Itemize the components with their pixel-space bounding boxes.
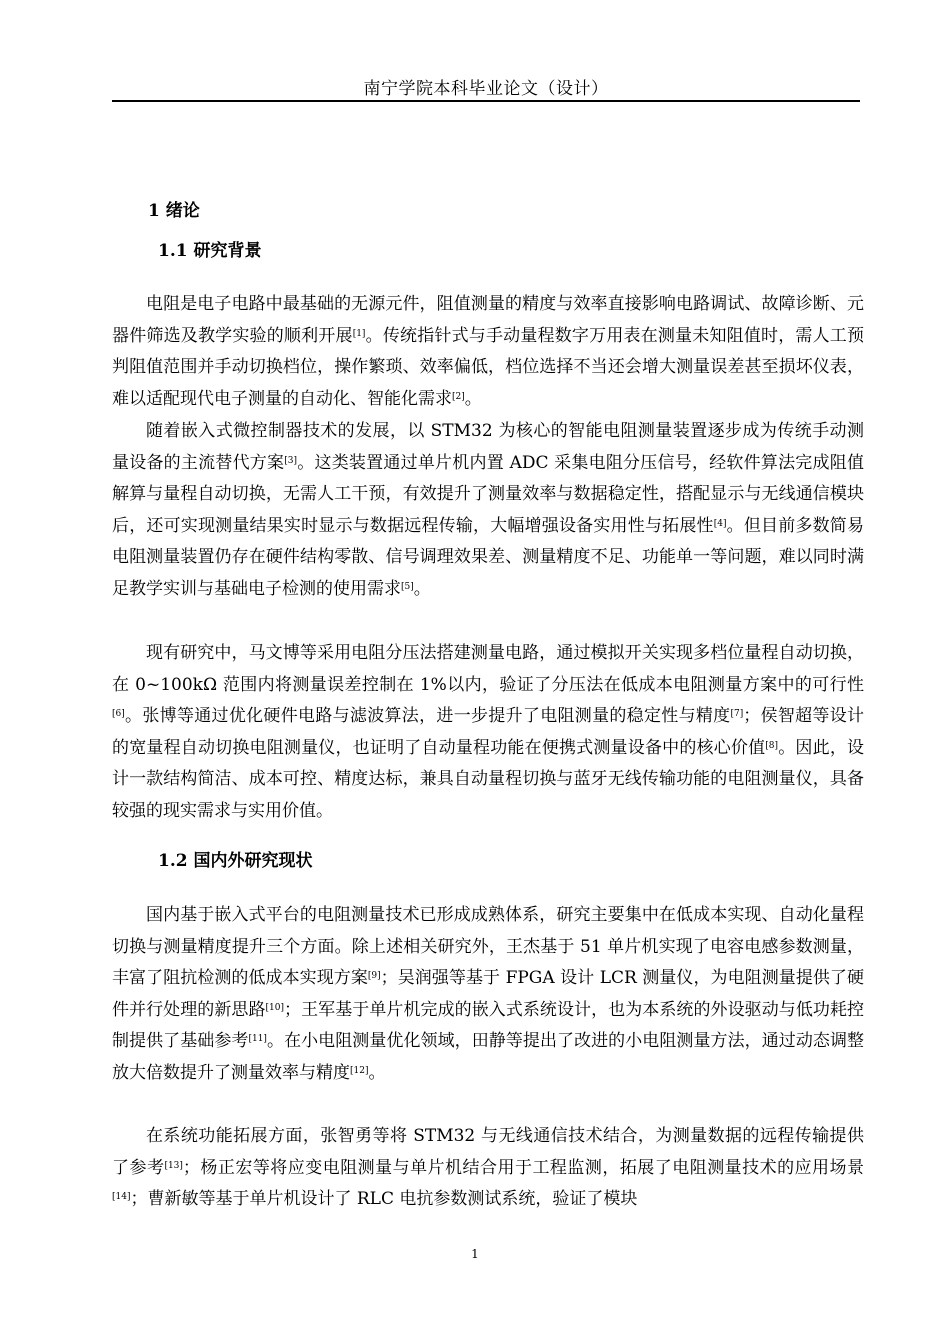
paragraph-text: ；王军基于单片机完成的嵌入式系统设计，也为本系统的外设驱动与低功耗控制提供了基础参考 [112, 999, 865, 1051]
paragraph [112, 289, 864, 415]
citation-marker: [4] [713, 518, 727, 529]
paragraph-text: 。因此，设计一款结构简洁、成本可控、精度达标，兼具自动量程切换与蓝牙无线传输功能的电阻测量仪，具备较强的现实需求与实用价值。 [112, 737, 865, 821]
paragraph-text: 。 [368, 1062, 386, 1083]
paragraph-text: 。传统指针式与手动量程数字万用表在测量未知阻值时，需人工预判阻值范围并手动切换档位，操作繁琐、效率偏低，档位选择不当还会增大测量误差甚至损坏仪表，难以适配现代电子测量的自动化、智能化需求 [112, 325, 865, 409]
paragraph-text: ；侯智超等设计的宽量程自动切换电阻测量仪，也证明了自动量程功能在便携式测量设备中的核心价值 [112, 706, 865, 758]
paragraph-text: 。在小电阻测量优化领域，田静等提出了改进的小电阻测量方法，通过动态调整放大倍数提升了测量效率与精度 [112, 1031, 864, 1083]
paragraph-text: 随着嵌入式微控制器技术的发展，以 STM32 为核心的智能电阻测量装置逐步成为传统手动测量设备的主流替代方案 [112, 421, 864, 473]
paragraph-text: 现有研究中，马文博等采用电阻分压法搭建测量电路，通过模拟开关实现多档位量程自动切换，在 0~100kΩ 范围内将测量误差控制在 1%以内，验证了分压法在低成本电阻测量方案中的可行性 [112, 643, 864, 695]
paragraph-text: 。 [464, 388, 482, 409]
citation-marker: [10] [265, 1002, 285, 1013]
citation-marker: [9] [367, 971, 381, 981]
page-header: 南宁学院本科毕业论文（设计） [363, 79, 609, 99]
citation-marker: [7] [730, 709, 744, 719]
paragraph-text: 。 [413, 578, 431, 599]
paragraph-text: 。但目前多数简易电阻测量装置仍存在硬件结构零散、信号调理效果差、测量精度不足、功能单一等问题，难以同时满足教学实训与基础电子检测的使用需求 [112, 515, 865, 599]
paragraph-text: 。这类装置通过单片机内置 ADC 采集电阻分压信号，经软件算法完成阻值解算与量程自动切换，无需人工干预，有效提升了测量效率与数据稳定性，搭配显示与无线通信模块后，还可实现测量结果实时显示与数据远程传输，大幅增强设备实用性与拓展性 [112, 452, 864, 536]
paragraph [112, 1121, 864, 1216]
paragraph-text: ；曹新敏等基于单片机设计了 RLC 电抗参数测试系统，验证了模块 [130, 1189, 638, 1209]
paragraph-text: 在系统功能拓展方面，张智勇等将 STM32 与无线通信技术结合，为测量数据的远程传输提供了参考 [112, 1126, 864, 1178]
paragraph-text: ；吴润强等基于 FPGA 设计 LCR 测量仪，为电阻测量提供了硬件并行处理的新思路 [112, 968, 864, 1020]
section-heading: 1.1 研究背景 [158, 241, 262, 261]
citation-marker: [12] [350, 1065, 369, 1076]
citation-marker: [8] [765, 740, 779, 751]
citation-marker: [2] [452, 391, 465, 402]
paragraph-text: 电阻是电子电路中最基础的无源元件，阻值测量的精度与效率直接影响电路调试、故障诊断、元器件筛选及教学实验的顺利开展 [112, 294, 864, 346]
citation-marker: [11] [248, 1034, 267, 1044]
paragraph [112, 416, 864, 605]
citation-marker: [6] [112, 709, 125, 719]
citation-marker: [1] [352, 328, 366, 339]
paragraph [112, 900, 864, 1089]
paragraph [112, 638, 864, 827]
chapter-heading: 1 绪论 [148, 201, 200, 221]
citation-marker: [14] [112, 1192, 131, 1202]
citation-marker: [13] [164, 1160, 183, 1171]
citation-marker: [3] [284, 455, 298, 466]
citation-marker: [5] [401, 581, 414, 592]
header-rule [112, 100, 860, 102]
paragraph-text: 。张博等通过优化硬件电路与滤波算法，进一步提升了电阻测量的稳定性与精度 [124, 706, 731, 726]
section-heading: 1.2 国内外研究现状 [158, 851, 313, 871]
page-number: 1 [471, 1247, 479, 1261]
paragraph-text: 国内基于嵌入式平台的电阻测量技术已形成成熟体系，研究主要集中在低成本实现、自动化量程切换与测量精度提升三个方面。除上述相关研究外，王杰基于 51 单片机实现了电容电感参数测量，丰富了阻抗检测的低成本实现方案 [112, 905, 864, 988]
paragraph-text: ；杨正宏等将应变电阻测量与单片机结合用于工程监测，拓展了电阻测量技术的应用场景 [182, 1157, 865, 1178]
